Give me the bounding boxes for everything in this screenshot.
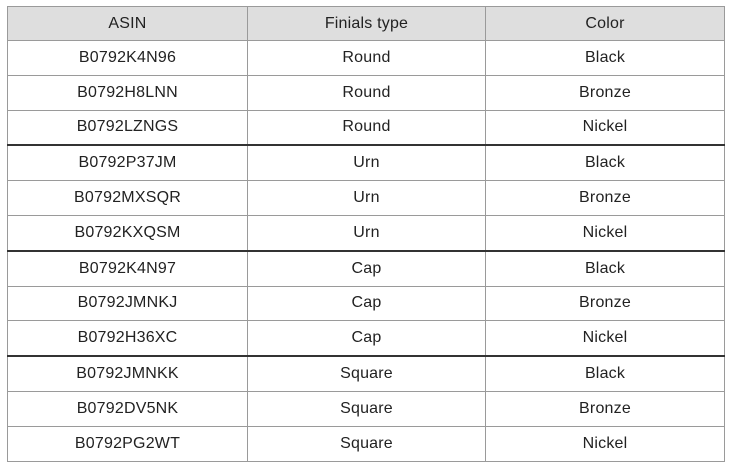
cell-finials-type: Round [248,110,486,145]
cell-asin: B0792K4N96 [8,41,248,76]
cell-color: Bronze [486,391,725,426]
cell-finials-type: Square [248,426,486,461]
cell-asin: B0792DV5NK [8,391,248,426]
cell-color: Nickel [486,321,725,356]
cell-asin: B0792LZNGS [8,110,248,145]
cell-color: Black [486,356,725,391]
cell-finials-type: Round [248,41,486,76]
table-row [8,321,725,356]
cell-finials-type: Square [248,391,486,426]
cell-finials-type: Urn [248,145,486,180]
header-finials-type: Finials type [248,7,486,41]
table-row [8,215,725,250]
cell-color: Bronze [486,286,725,321]
cell-asin: B0792H8LNN [8,75,248,110]
cell-color: Black [486,41,725,76]
cell-finials-type: Cap [248,321,486,356]
cell-asin: B0792P37JM [8,145,248,180]
table-row [8,145,725,180]
cell-asin: B0792JMNKK [8,356,248,391]
cell-finials-type: Square [248,356,486,391]
table-row [8,356,725,391]
cell-asin: B0792KXQSM [8,215,248,250]
cell-finials-type: Cap [248,251,486,286]
cell-finials-type: Round [248,75,486,110]
table-row [8,75,725,110]
cell-asin: B0792MXSQR [8,181,248,216]
table-row [8,286,725,321]
table-row [8,251,725,286]
cell-color: Bronze [486,181,725,216]
product-table-container [7,6,724,462]
cell-finials-type: Cap [248,286,486,321]
cell-finials-type: Urn [248,181,486,216]
table-row [8,181,725,216]
cell-color: Nickel [486,215,725,250]
cell-asin: B0792K4N97 [8,251,248,286]
table-row [8,41,725,76]
header-asin: ASIN [8,7,248,41]
cell-finials-type: Urn [248,215,486,250]
cell-asin: B0792JMNKJ [8,286,248,321]
cell-color: Nickel [486,426,725,461]
table-row [8,391,725,426]
product-variants-table [7,6,725,462]
table-header-row [8,7,725,41]
cell-color: Black [486,251,725,286]
table-row [8,426,725,461]
cell-color: Nickel [486,110,725,145]
table-row [8,110,725,145]
cell-asin: B0792PG2WT [8,426,248,461]
cell-color: Bronze [486,75,725,110]
cell-color: Black [486,145,725,180]
cell-asin: B0792H36XC [8,321,248,356]
header-color: Color [486,7,725,41]
